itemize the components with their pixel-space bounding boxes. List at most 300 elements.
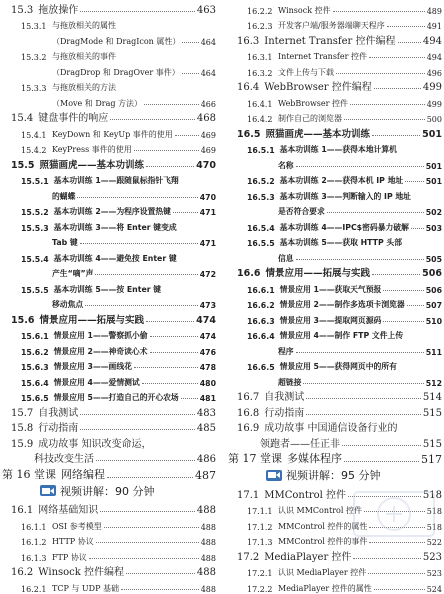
entry-title: 认识 MediaPlayer 控件	[278, 568, 367, 577]
subsection-continuation[interactable]	[228, 155, 442, 171]
entry-title: 与拖放相关的事件	[52, 52, 116, 61]
section-entry[interactable]	[2, 501, 216, 517]
dot-leader	[150, 336, 198, 337]
subsection-entry[interactable]	[2, 202, 216, 218]
entry-number: 第 17 堂课	[228, 452, 282, 465]
page-number: 488	[196, 567, 216, 578]
entry-number: 16.6.5	[247, 363, 275, 372]
entry-number: 15.6.4	[21, 378, 49, 388]
entry-number: 17.1.1	[247, 507, 273, 516]
dot-leader	[104, 527, 199, 528]
entry-title: 与拖放相关的方法	[52, 83, 116, 92]
dot-leader	[144, 104, 199, 105]
entry-number: 16.2	[11, 567, 34, 578]
dot-leader	[134, 150, 199, 151]
entry-number: 15.3	[11, 4, 34, 16]
dot-leader	[77, 197, 197, 198]
dot-leader	[398, 42, 421, 43]
subsection-entry[interactable]	[2, 516, 216, 532]
subsection-entry[interactable]	[2, 171, 216, 187]
entry-title: 文件上传与下载	[278, 67, 334, 77]
dot-leader	[80, 414, 195, 415]
subsection-continuation[interactable]	[2, 93, 216, 109]
page-number: 471	[199, 239, 216, 248]
entry-number: 16.4.2	[247, 115, 273, 124]
entry-number: 17.2.2	[247, 584, 273, 594]
dot-leader	[182, 73, 199, 74]
entry-title: 基本功训练 2——获得本机 IP 地址	[279, 176, 404, 185]
section-entry[interactable]	[228, 419, 442, 435]
page-number: 499	[426, 99, 442, 109]
subsection-entry[interactable]	[2, 388, 216, 404]
dot-leader	[296, 259, 424, 260]
subsection-entry[interactable]	[228, 186, 442, 202]
subsection-entry[interactable]	[2, 78, 216, 94]
entry-title: HTTP 协议	[52, 537, 94, 546]
entry-number: 16.5.2	[247, 177, 275, 186]
entry-title: 基本功训练 2——为程序设置热键	[53, 207, 171, 216]
dot-leader	[350, 104, 425, 105]
subsection-entry[interactable]	[228, 16, 442, 32]
subsection-entry[interactable]	[2, 16, 216, 32]
entry-title: 基本功训练 5——按 Enter 键	[53, 284, 162, 294]
entry-title: Tab 键	[52, 238, 78, 247]
entry-title: 制作自己的浏览器	[278, 114, 342, 123]
subsection-entry[interactable]	[228, 62, 442, 78]
section-entry[interactable]	[228, 31, 442, 47]
subsection-entry[interactable]	[228, 47, 442, 63]
page-number: 483	[196, 407, 216, 419]
dot-leader	[146, 321, 194, 322]
dot-leader	[146, 166, 194, 167]
entry-title: MMControl 控件的属性	[278, 521, 368, 531]
entry-title: KeyDown 和 KeyUp 事件的使用	[52, 129, 173, 139]
entry-title: 自我测试	[38, 407, 79, 419]
entry-number: 16.4	[237, 82, 260, 93]
page-number: 517	[421, 453, 442, 466]
entry-number: 15.3.2	[21, 53, 47, 62]
entry-number: 16.5	[237, 128, 261, 140]
entry-number: 17.1.2	[247, 522, 273, 532]
entry-title: 是否符合要求	[278, 207, 325, 216]
page-number: 502	[425, 208, 442, 217]
entry-title: 网络基础知识	[38, 505, 99, 516]
entry-title: 照猫画虎——基本功训练	[265, 128, 370, 140]
page-number: 488	[196, 505, 216, 516]
entry-number: 16.5.4	[247, 223, 275, 233]
entry-title: 与拖放相关的属性	[52, 21, 116, 30]
page-number: 512	[425, 378, 442, 388]
entry-title: 情景应用 4——制作 FTP 文件上传	[279, 331, 404, 340]
dot-leader	[110, 119, 195, 120]
entry-number: 第 16 堂课	[2, 467, 56, 481]
subsection-continuation[interactable]	[228, 372, 442, 388]
page-number: 474	[199, 332, 216, 341]
entry-title: 信息	[278, 253, 294, 263]
subsection-entry[interactable]	[2, 532, 216, 548]
page-number: 518	[426, 522, 442, 532]
page-number: 500	[426, 115, 442, 124]
subsection-entry[interactable]	[2, 357, 216, 373]
page-number: 507	[425, 301, 442, 310]
section-entry[interactable]	[2, 0, 216, 16]
page-number: 523	[422, 551, 442, 563]
entry-number: 16.2.1	[21, 584, 47, 594]
page-number: 470	[196, 159, 216, 171]
dot-leader	[306, 398, 421, 399]
entry-number: 16.2.2	[247, 6, 273, 16]
dot-leader	[96, 542, 199, 543]
page-number: 469	[200, 130, 216, 140]
dot-leader	[296, 166, 424, 167]
entry-number: 15.3.1	[21, 22, 47, 31]
chapter-heading[interactable]	[228, 451, 442, 467]
subsection-entry[interactable]	[228, 217, 442, 233]
entry-number: 15.4.1	[21, 130, 47, 140]
entry-number: 16.5.5	[247, 239, 275, 248]
entry-number: 17.2.1	[247, 569, 273, 578]
entry-title: MediaPlayer 控件	[264, 551, 352, 563]
entry-title: 键盘事件的响应	[38, 113, 109, 124]
dot-leader	[369, 57, 425, 58]
dot-leader	[344, 461, 419, 462]
subsection-continuation[interactable]	[228, 248, 442, 264]
entry-title: 自我测试	[264, 392, 305, 403]
page-number: 488	[200, 522, 216, 532]
entry-title: MediaPlayer 控件的属性	[278, 583, 372, 593]
entry-title: 拖放操作	[38, 4, 79, 16]
subsection-entry[interactable]	[2, 547, 216, 563]
subsection-continuation[interactable]	[228, 202, 442, 218]
entry-number: 15.6.2	[21, 347, 49, 357]
dot-leader	[142, 383, 198, 384]
page-number: 486	[196, 454, 216, 465]
dot-leader	[96, 460, 195, 461]
dot-leader	[95, 274, 197, 275]
subsection-entry[interactable]	[228, 310, 442, 326]
subsection-entry[interactable]	[2, 279, 216, 295]
section-entry[interactable]	[228, 78, 442, 94]
page-number: 518	[426, 507, 442, 516]
subsection-entry[interactable]	[2, 578, 216, 594]
entry-number: 16.5.1	[247, 146, 275, 155]
entry-title: OSI 参考模型	[52, 521, 102, 531]
page-number: 466	[200, 99, 216, 109]
entry-title: 情景应用 2——神奇读心术	[53, 346, 148, 356]
page-number: 463	[196, 4, 216, 16]
entry-number: 16.5.3	[247, 192, 275, 202]
subsection-continuation[interactable]	[2, 295, 216, 311]
section-entry[interactable]	[2, 563, 216, 579]
section-entry[interactable]	[2, 434, 216, 450]
page-number: 522	[426, 538, 442, 547]
entry-title: Winsock 控件	[278, 5, 331, 15]
subsection-entry[interactable]	[228, 140, 442, 156]
page-number: 514	[422, 392, 442, 403]
entry-number: 16.6.2	[247, 301, 275, 310]
section-entry[interactable]	[228, 388, 442, 404]
dot-leader	[405, 181, 424, 182]
entry-number: 15.5.5	[21, 285, 49, 295]
entry-title: 情景应用 4——爱情测试	[53, 377, 140, 387]
section-entry[interactable]	[228, 264, 442, 280]
section-entry[interactable]	[228, 547, 442, 563]
dot-leader	[150, 352, 198, 353]
subsection-entry[interactable]	[2, 217, 216, 233]
section-entry[interactable]	[2, 155, 216, 171]
subsection-continuation[interactable]	[2, 186, 216, 202]
video-lecture-label	[2, 483, 216, 499]
entry-title: 产生“嘀”声	[52, 269, 94, 278]
page-number: 515	[422, 407, 442, 419]
entry-number: 16.2.3	[247, 22, 273, 31]
subsection-entry[interactable]	[228, 357, 442, 373]
entry-title: 基本功训练 3——将 Enter 键变成	[53, 222, 177, 232]
section-continuation[interactable]	[228, 434, 442, 450]
page-number: 503	[425, 223, 442, 233]
page-number: 468	[196, 113, 216, 124]
entry-number: 16.1	[11, 505, 34, 516]
entry-title: KeyPress 事件的使用	[52, 145, 132, 154]
entry-number: 16.6.3	[247, 316, 275, 326]
page-number: 501	[422, 128, 442, 140]
video-lecture-label	[228, 467, 442, 483]
entry-title: 行动指南	[38, 423, 79, 434]
entry-title: 情景应用——拓展与实践	[265, 268, 370, 279]
entry-title: 情景应用 5——获得网页中的所有	[279, 362, 397, 371]
entry-title: WebBrowser 控件	[278, 98, 348, 108]
dot-leader	[333, 11, 425, 12]
page-number: 469	[200, 146, 216, 155]
entry-number: 15.5.4	[21, 254, 49, 264]
entry-title: 基本功训练 1——获得本地计算机	[279, 145, 397, 154]
subsection-entry[interactable]	[228, 0, 442, 16]
page-number: 474	[196, 314, 216, 326]
page-number: 494	[422, 35, 442, 47]
entry-number: 16.3	[237, 35, 260, 47]
subsection-entry[interactable]	[228, 109, 442, 125]
entry-title: 照猫画虎——基本功训练	[39, 159, 144, 171]
entry-number: 16.3.2	[247, 68, 273, 78]
entry-number: 16.6	[237, 268, 261, 279]
dot-leader	[372, 135, 420, 136]
entry-number: 15.6.5	[21, 394, 49, 403]
dot-leader	[126, 573, 195, 574]
entry-title: 基本功训练 4——避免按 Enter 键	[53, 253, 177, 263]
section-entry[interactable]	[2, 403, 216, 419]
page-number: 487	[195, 468, 216, 482]
video-camera-icon	[266, 470, 282, 481]
page-number: 471	[199, 208, 216, 217]
subsection-entry[interactable]	[2, 140, 216, 156]
dot-leader	[374, 88, 421, 89]
dot-leader	[383, 290, 423, 291]
dot-leader	[107, 477, 193, 478]
entry-title: 认识 MMControl 控件	[278, 506, 362, 515]
video-camera-icon	[40, 485, 56, 496]
entry-title: （Move 和 Drag 方法）	[52, 98, 143, 108]
page-number: 488	[200, 538, 216, 547]
subsection-entry[interactable]	[2, 372, 216, 388]
dot-leader	[80, 243, 198, 244]
subsection-entry[interactable]	[2, 124, 216, 140]
entry-title: 情景应用 1——警察抓小偷	[53, 331, 148, 340]
section-entry[interactable]	[2, 109, 216, 125]
dot-leader	[387, 26, 425, 27]
entry-title: 的蝴蝶	[52, 191, 76, 201]
entry-title: 情景应用 1——获取天气预报	[279, 284, 382, 294]
subsection-entry[interactable]	[228, 279, 442, 295]
entry-number: 16.1.1	[21, 522, 47, 532]
page-number: 506	[422, 268, 442, 279]
entry-title: 情景应用 5——打造自己的开心农场	[53, 393, 179, 402]
entry-number: 15.4.2	[21, 146, 47, 155]
page-number: 511	[425, 347, 442, 357]
subsection-entry[interactable]	[2, 326, 216, 342]
entry-title: 移动焦点	[52, 300, 84, 309]
dot-leader	[175, 135, 199, 136]
entry-title: 成功故事 中国通信设备行业的	[264, 423, 398, 434]
page-number: 494	[426, 53, 442, 62]
section-continuation[interactable]	[2, 450, 216, 466]
entry-number: 16.9	[237, 423, 260, 434]
dot-leader	[173, 212, 198, 213]
dot-leader	[411, 228, 424, 229]
entry-number: 15.7	[11, 407, 34, 419]
entry-number: 15.6.3	[21, 363, 49, 372]
dot-leader	[80, 429, 195, 430]
page-number: 506	[425, 285, 442, 295]
entry-title: 情景应用 3——提取网页源码	[279, 315, 382, 325]
entry-number: 15.6.1	[21, 332, 49, 341]
page-number: 464	[200, 37, 216, 47]
subsection-entry[interactable]	[228, 171, 442, 187]
dot-leader	[383, 321, 423, 322]
entry-number: 16.6.1	[247, 285, 275, 295]
dot-leader	[372, 274, 420, 275]
dot-leader	[306, 414, 421, 415]
subsection-continuation[interactable]	[2, 31, 216, 47]
subsection-entry[interactable]	[228, 295, 442, 311]
entry-number: 16.1.2	[21, 538, 47, 547]
entry-number: 16.4.1	[247, 99, 273, 109]
page-number: 464	[200, 68, 216, 78]
dot-leader	[100, 511, 195, 512]
watermark-logo	[352, 484, 436, 544]
subsection-entry[interactable]	[2, 341, 216, 357]
entry-number: 16.7	[237, 392, 260, 403]
subsection-entry[interactable]	[228, 93, 442, 109]
entry-number: 16.6.4	[247, 332, 275, 341]
page-number: 481	[199, 394, 216, 403]
entry-number: 17.2	[237, 551, 260, 563]
toc-left-column	[2, 0, 216, 594]
subsection-entry[interactable]	[2, 47, 216, 63]
entry-number: 15.5.1	[21, 177, 49, 186]
dot-leader	[303, 383, 423, 384]
entry-title: 情景应用 3——画线花	[53, 362, 132, 371]
page-number: 523	[426, 569, 442, 578]
subsection-entry[interactable]	[228, 563, 442, 579]
entry-title: 成功故事 知识改变命运，	[38, 438, 152, 450]
dot-leader	[327, 212, 424, 213]
page-number: 501	[425, 177, 442, 186]
dot-leader	[296, 352, 424, 353]
dot-leader	[121, 589, 199, 590]
page-number: 480	[199, 378, 216, 388]
page-number: 491	[426, 22, 442, 31]
dot-leader	[374, 589, 425, 590]
entry-title: Winsock 控件编程	[38, 567, 124, 578]
entry-title: 程序	[278, 346, 294, 356]
page-number: 499	[422, 82, 442, 93]
subsection-continuation[interactable]	[2, 233, 216, 249]
entry-number: 15.9	[11, 438, 34, 450]
section-entry[interactable]	[2, 310, 216, 326]
subsection-entry[interactable]	[2, 248, 216, 264]
section-entry[interactable]	[2, 419, 216, 435]
entry-title: 名称	[278, 160, 294, 170]
subsection-continuation[interactable]	[2, 264, 216, 280]
subsection-continuation[interactable]	[2, 62, 216, 78]
entry-title: FTP 协议	[52, 552, 87, 562]
subsection-entry[interactable]	[228, 233, 442, 249]
entry-number: 15.3.3	[21, 84, 47, 93]
entry-number: 16.1.3	[21, 553, 47, 563]
page-number: 501	[425, 161, 442, 171]
entry-title: 基本功训练 3——判断输入的 IP 地址	[279, 191, 411, 201]
page-number: 489	[426, 6, 442, 16]
entry-number: 15.5	[11, 159, 35, 171]
entry-number: 15.4	[11, 113, 34, 124]
entry-title: Internet Transfer 控件	[278, 52, 367, 61]
video-duration-text: 视频讲解：90 分钟	[60, 484, 155, 498]
video-duration-text: 视频讲解：95 分钟	[286, 469, 381, 482]
entry-number: 15.8	[11, 423, 34, 434]
page-number: 476	[199, 347, 216, 357]
entry-title: MMControl 控件的事件	[278, 537, 368, 546]
entry-title: 开发客户端/服务器端聊天程序	[278, 21, 385, 30]
entry-title: 情景应用 2——制作多选项卡浏览器	[279, 300, 405, 309]
page-number: 524	[426, 584, 442, 594]
chapter-heading[interactable]	[2, 466, 216, 482]
subsection-entry[interactable]	[228, 578, 442, 594]
page-number: 515	[422, 438, 442, 450]
entry-title: 科技改变生活	[34, 454, 94, 465]
entry-title: 多媒体程序	[287, 452, 342, 465]
entry-title: 基本功训练 5——获取 HTTP 头部	[279, 238, 403, 247]
page-number: 518	[422, 489, 442, 501]
dot-leader	[85, 305, 198, 306]
entry-title: 网络编程	[61, 467, 105, 481]
entry-number: 15.5.2	[21, 208, 49, 217]
dot-leader	[368, 573, 424, 574]
subsection-entry[interactable]	[228, 326, 442, 342]
page-number: 485	[196, 423, 216, 434]
page-number: 472	[199, 270, 216, 279]
subsection-continuation[interactable]	[228, 341, 442, 357]
dot-leader	[344, 119, 425, 120]
section-entry[interactable]	[228, 403, 442, 419]
entry-title: （DragDrop 和 DragOver 事件）	[52, 67, 180, 77]
section-entry[interactable]	[228, 124, 442, 140]
dot-leader	[80, 11, 195, 12]
entry-number: 17.1	[237, 489, 260, 501]
page-number: 505	[425, 254, 442, 264]
entry-title: MMControl 控件	[264, 489, 347, 501]
dot-leader	[181, 398, 198, 399]
dot-leader	[134, 367, 198, 368]
